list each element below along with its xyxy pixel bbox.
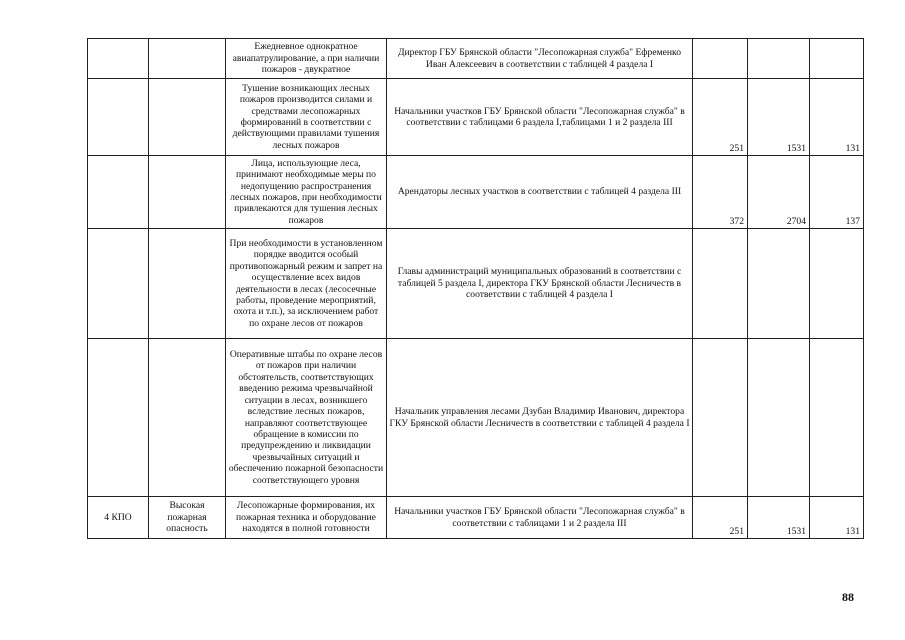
cell-value-1: 251 <box>693 497 748 539</box>
cell-action: Лица, использующие леса, принимают необходимые меры по недопущению распространения лесных пожаров, при необходимости привлекаются для тушения лесных пожаров <box>226 156 387 229</box>
cell-action: Ежедневное однократное авиапатрулирование, а при наличии пожаров - двукратное <box>226 39 387 79</box>
cell-danger-class <box>149 39 226 79</box>
cell-value-3 <box>810 339 864 497</box>
cell-responsible: Начальники участков ГБУ Брянской области "Лесопожарная служба" в соответствии с таблицами 6 раздела I,таблицами 1 и 2 раздела III <box>387 79 693 156</box>
cell-danger-class <box>149 156 226 229</box>
table-row <box>88 79 864 156</box>
cell-responsible: Директор ГБУ Брянской области "Лесопожарная служба" Ефременко Иван Алексеевич в соответствии с таблицей 4 раздела I <box>387 39 693 79</box>
cell-action: При необходимости в установленном порядке вводится особый противопожарный режим и запрет на осуществление всех видов деятельности в лесах (лесосечные работы, проведение мероприятий, охота и т.п.), за исключением работ по охране лесов от пожаров <box>226 229 387 339</box>
cell-value-2 <box>748 39 810 79</box>
table-row <box>88 339 864 497</box>
fire-danger-measures-table <box>87 38 864 539</box>
cell-level: 4 КПО <box>88 497 149 539</box>
cell-value-1: 251 <box>693 79 748 156</box>
cell-danger-class <box>149 229 226 339</box>
cell-action: Тушение возникающих лесных пожаров производится силами и средствами лесопожарных формирований в соответствии с действующими правилами тушения лесных пожаров <box>226 79 387 156</box>
cell-level <box>88 229 149 339</box>
table-row <box>88 497 864 539</box>
cell-value-2 <box>748 229 810 339</box>
cell-level <box>88 156 149 229</box>
cell-value-2: 2704 <box>748 156 810 229</box>
cell-value-3 <box>810 229 864 339</box>
cell-action: Лесопожарные формирования, их пожарная техника и оборудование находятся в полной готовности <box>226 497 387 539</box>
cell-responsible: Арендаторы лесных участков в соответствии с таблицей 4 раздела III <box>387 156 693 229</box>
cell-danger-class: Высокая пожарная опасность <box>149 497 226 539</box>
cell-value-2: 1531 <box>748 79 810 156</box>
cell-value-3: 131 <box>810 497 864 539</box>
cell-value-3 <box>810 39 864 79</box>
cell-value-2: 1531 <box>748 497 810 539</box>
cell-level <box>88 39 149 79</box>
cell-responsible: Начальник управления лесами Дзубан Владимир Иванович, директора ГКУ Брянской области Лесничеств в соответствии с таблицей 4 раздела I <box>387 339 693 497</box>
page-number: 88 <box>842 590 854 604</box>
cell-value-3: 131 <box>810 79 864 156</box>
cell-level <box>88 79 149 156</box>
cell-value-1 <box>693 339 748 497</box>
table-row <box>88 39 864 79</box>
cell-value-1 <box>693 229 748 339</box>
cell-value-3: 137 <box>810 156 864 229</box>
cell-danger-class <box>149 339 226 497</box>
cell-value-1: 372 <box>693 156 748 229</box>
cell-responsible: Главы администраций муниципальных образований в соответствии с таблицей 5 раздела I, директора ГКУ Брянской области Лесничеств в соответствии с таблицей 4 раздела I <box>387 229 693 339</box>
table-row <box>88 229 864 339</box>
table-row <box>88 156 864 229</box>
cell-value-1 <box>693 39 748 79</box>
cell-level <box>88 339 149 497</box>
cell-value-2 <box>748 339 810 497</box>
cell-action: Оперативные штабы по охране лесов от пожаров при наличии обстоятельств, соответствующих введению режима чрезвычайной ситуации в лесах, возникшего вследствие лесных пожаров, направляют соответствующее обращение в комиссии по предупреждению и ликвидации чрезвычайных ситуаций и обеспечению пожарной безопасности соответствующего уровня <box>226 339 387 497</box>
cell-responsible: Начальники участков ГБУ Брянской области "Лесопожарная служба" в соответствии с таблицами 1 и 2 раздела III <box>387 497 693 539</box>
cell-danger-class <box>149 79 226 156</box>
